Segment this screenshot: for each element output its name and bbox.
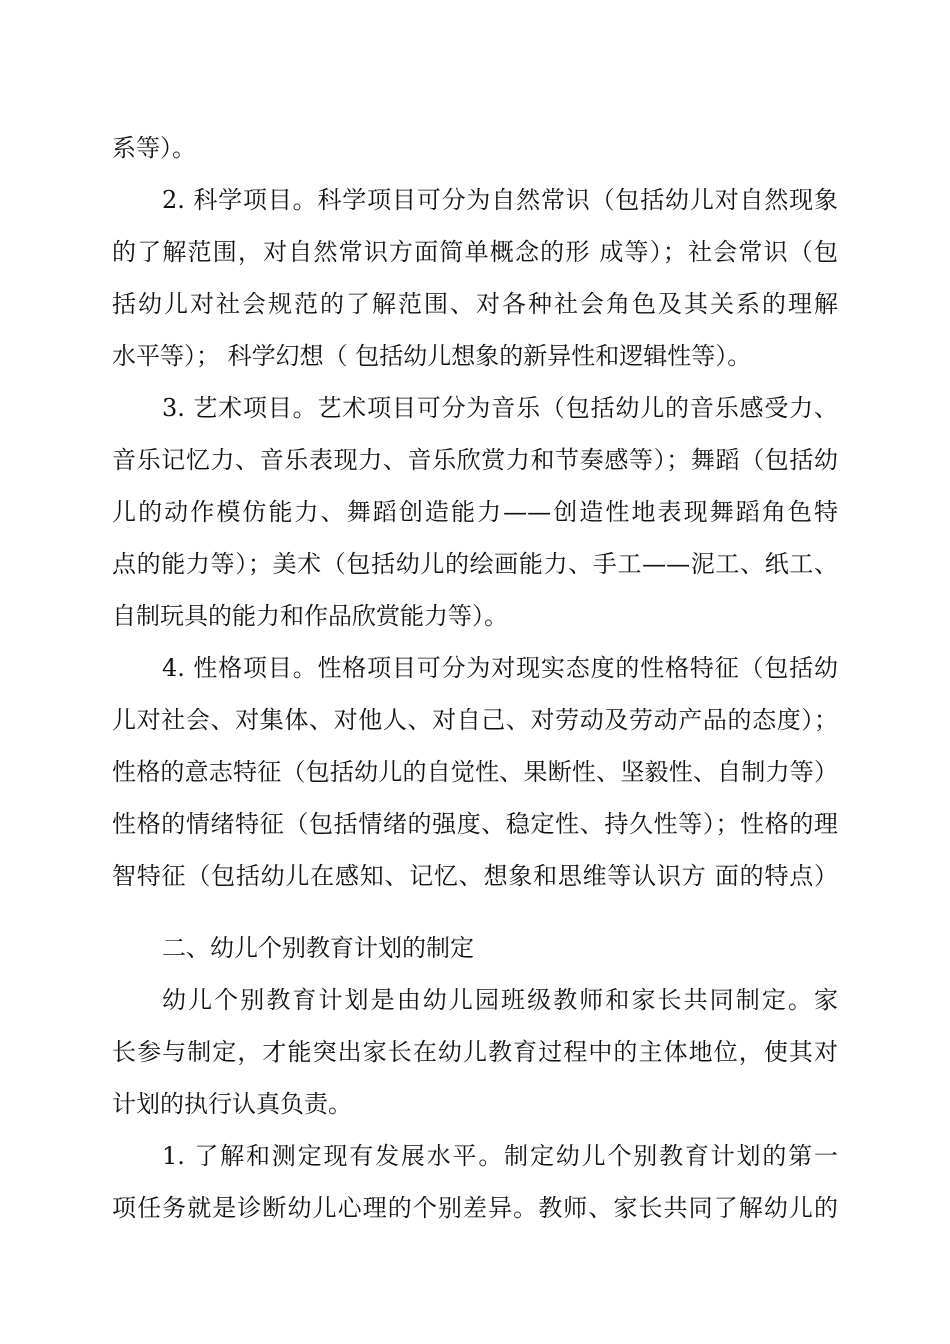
text-line-8: 儿的动作模仿能力、舞蹈创造能力——创造性地表现舞蹈角色特 xyxy=(112,498,838,526)
text-line-18: 长参与制定，才能突出家长在幼儿教育过程中的主体地位，使其对 xyxy=(112,1038,838,1066)
text-line-4: 括幼儿对社会规范的了解范围、对各种社会角色及其关系的理解 xyxy=(112,290,838,318)
text-line-17: 幼儿个别教育计划是由幼儿园班级教师和家长共同制定。家 xyxy=(162,986,838,1014)
text-line-1: 系等）。 xyxy=(112,134,196,162)
text-line-19: 计划的执行认真负责。 xyxy=(112,1090,352,1118)
text-line-6: 3. 艺术项目。艺术项目可分为音乐（包括幼儿的音乐感受力、 xyxy=(162,394,838,422)
text-line-11: 4. 性格项目。性格项目可分为对现实态度的性格特征（包括幼 xyxy=(162,654,838,682)
text-line-7: 音乐记忆力、音乐表现力、音乐欣赏力和节奏感等）；舞蹈（包括幼 xyxy=(112,446,838,474)
section-heading: 二、幼儿个别教育计划的制定 xyxy=(162,934,474,962)
text-line-14: 性格的情绪特征（包括情绪的强度、稳定性、持久性等）；性格的理 xyxy=(112,810,838,838)
text-line-21: 项任务就是诊断幼儿心理的个别差异。教师、家长共同了解幼儿的 xyxy=(112,1194,838,1222)
text-line-9: 点的能力等）；美术（包括幼儿的绘画能力、手工——泥工、纸工、 xyxy=(112,550,838,578)
text-line-10: 自制玩具的能力和作品欣赏能力等）。 xyxy=(112,602,508,630)
text-line-12: 儿对社会、对集体、对他人、对自己、对劳动及劳动产品的态度）； xyxy=(112,706,838,734)
text-line-2: 2. 科学项目。科学项目可分为自然常识（包括幼儿对自然现象 xyxy=(162,186,838,214)
text-line-20: 1. 了解和测定现有发展水平。制定幼儿个别教育计划的第一 xyxy=(162,1142,838,1170)
text-line-5: 水平等）； 科学幻想（ 包括幼儿想象的新异性和逻辑性等）。 xyxy=(112,342,752,370)
text-line-15: 智特征（包括幼儿在感知、记忆、想象和思维等认识方 面的特点） xyxy=(112,862,838,890)
text-line-13: 性格的意志特征（包括幼儿的自觉性、果断性、坚毅性、自制力等） xyxy=(112,758,838,786)
text-line-3: 的了解范围，对自然常识方面简单概念的形 成等）；社会常识（包 xyxy=(112,238,838,266)
